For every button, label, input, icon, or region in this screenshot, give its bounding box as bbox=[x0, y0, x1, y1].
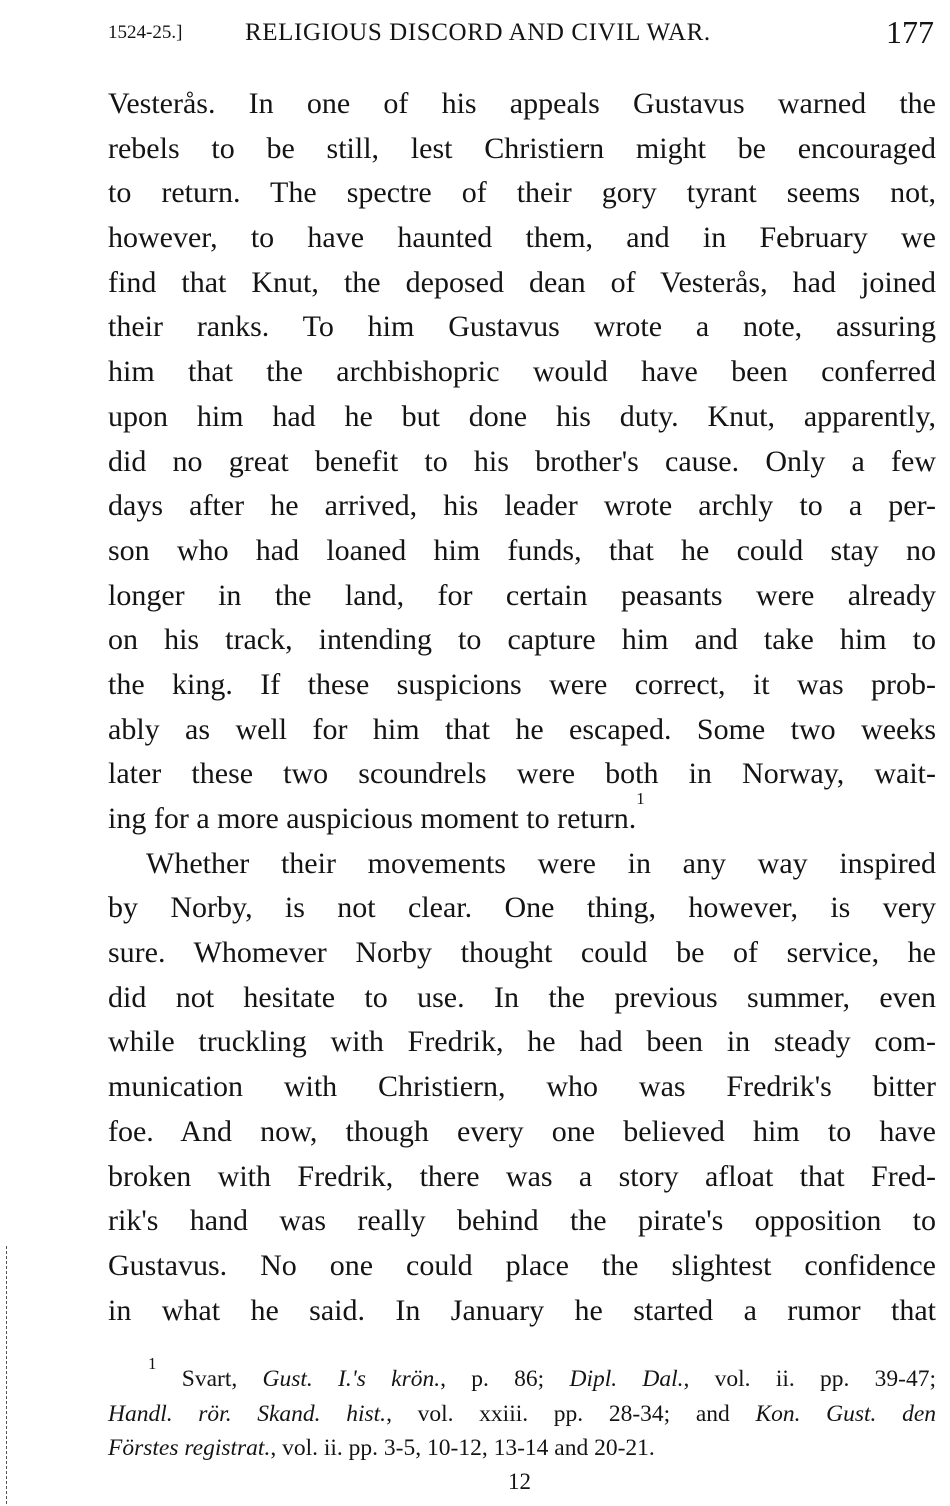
footnote-reference[interactable]: 1 bbox=[636, 789, 645, 808]
footnote-citation: Förstes registrat. bbox=[108, 1435, 271, 1461]
text-line: however, to have haunted them, and in February we bbox=[108, 221, 936, 255]
text-line-with-footnote bbox=[108, 789, 936, 842]
text-line: find that Knut, the deposed dean of Vesterås, had joined bbox=[108, 265, 936, 299]
text-line: foe. And now, though every one believed him to have bbox=[108, 1114, 936, 1148]
footnotes bbox=[108, 1354, 937, 1466]
running-header bbox=[108, 14, 936, 54]
text-line: did not hesitate to use. In the previous summer, even bbox=[108, 980, 936, 1014]
text-line: in what he said. In January he started a rumor that bbox=[108, 1293, 936, 1327]
signature-mark: 12 bbox=[508, 1469, 531, 1494]
page-number: 177 bbox=[886, 14, 934, 50]
text-line: munication with Christiern, who was Fredrik's bitter bbox=[108, 1070, 936, 1104]
header-title: RELIGIOUS DISCORD AND CIVIL WAR. bbox=[245, 19, 711, 46]
footnote-line bbox=[108, 1431, 936, 1466]
text-line: ably as well for him that he escaped. Some two weeks bbox=[108, 712, 936, 746]
text-line: on his track, intending to capture him and take him to bbox=[108, 623, 936, 657]
footnote-citation: Kon. Gust. den bbox=[755, 1400, 937, 1427]
text-line: Gustavus. No one could place the slightest confidence bbox=[108, 1248, 936, 1282]
text-line: their ranks. To him Gustavus wrote a note, assuring bbox=[108, 310, 936, 344]
footnote-citation: Dipl. Dal. bbox=[569, 1366, 684, 1392]
text-line: to return. The spectre of their gory tyrant seems not, bbox=[108, 176, 936, 210]
text-line: Vesterås. In one of his appeals Gustavus warned the bbox=[108, 87, 936, 120]
footnote-text: , vol. ii. pp. 39-47; bbox=[683, 1366, 937, 1392]
footnote-marker: 1 bbox=[148, 1354, 157, 1373]
text-line: later these two scoundrels were both in Norway, wait- bbox=[108, 757, 936, 791]
footnote-text: Svart, bbox=[181, 1366, 263, 1392]
text-line: him that the archbishopric would have been conferred bbox=[108, 355, 936, 389]
text-line: rik's hand was really behind the pirate's opposition to bbox=[108, 1204, 936, 1238]
paragraph-start-line: Whether their movements were in any way inspired bbox=[146, 846, 936, 880]
footnote-text: , vol. xxiii. pp. 28-34; and bbox=[386, 1400, 756, 1427]
text-line: rebels to be still, lest Christiern might be encouraged bbox=[108, 131, 936, 165]
text-line: broken with Fredrik, there was a story afloat that Fred- bbox=[108, 1159, 936, 1193]
footnote-citation: Handl. rör. Skand. hist. bbox=[108, 1400, 387, 1427]
footnote-line bbox=[108, 1397, 936, 1432]
text-line: upon him had he but done his duty. Knut, apparently, bbox=[108, 399, 936, 433]
header-date-range: 1524-25.] bbox=[108, 22, 183, 43]
footnote-text: , vol. ii. pp. 3-5, 10-12, 13-14 and 20-21. bbox=[270, 1435, 655, 1461]
text-line: ing for a more auspicious moment to return. bbox=[108, 802, 637, 835]
footnote-citation: Gust. I.'s krön. bbox=[262, 1366, 441, 1392]
footnote-text: , p. 86; bbox=[440, 1366, 570, 1392]
text-line: by Norby, is not clear. One thing, however, is very bbox=[108, 891, 936, 925]
margin-scan-line bbox=[6, 1246, 8, 1504]
text-line: sure. Whomever Norby thought could be of service, he bbox=[108, 936, 936, 970]
text-line: days after he arrived, his leader wrote archly to a per- bbox=[108, 489, 936, 523]
text-line: the king. If these suspicions were correct, it was prob- bbox=[108, 667, 936, 701]
body-text bbox=[108, 82, 936, 1333]
footnote-line bbox=[108, 1354, 937, 1397]
text-line: son who had loaned him funds, that he could stay no bbox=[108, 533, 936, 567]
text-line: while truckling with Fredrik, he had been in steady com- bbox=[108, 1025, 936, 1059]
text-line: longer in the land, for certain peasants were already bbox=[108, 578, 936, 612]
text-line: did no great benefit to his brother's cause. Only a few bbox=[108, 444, 936, 478]
